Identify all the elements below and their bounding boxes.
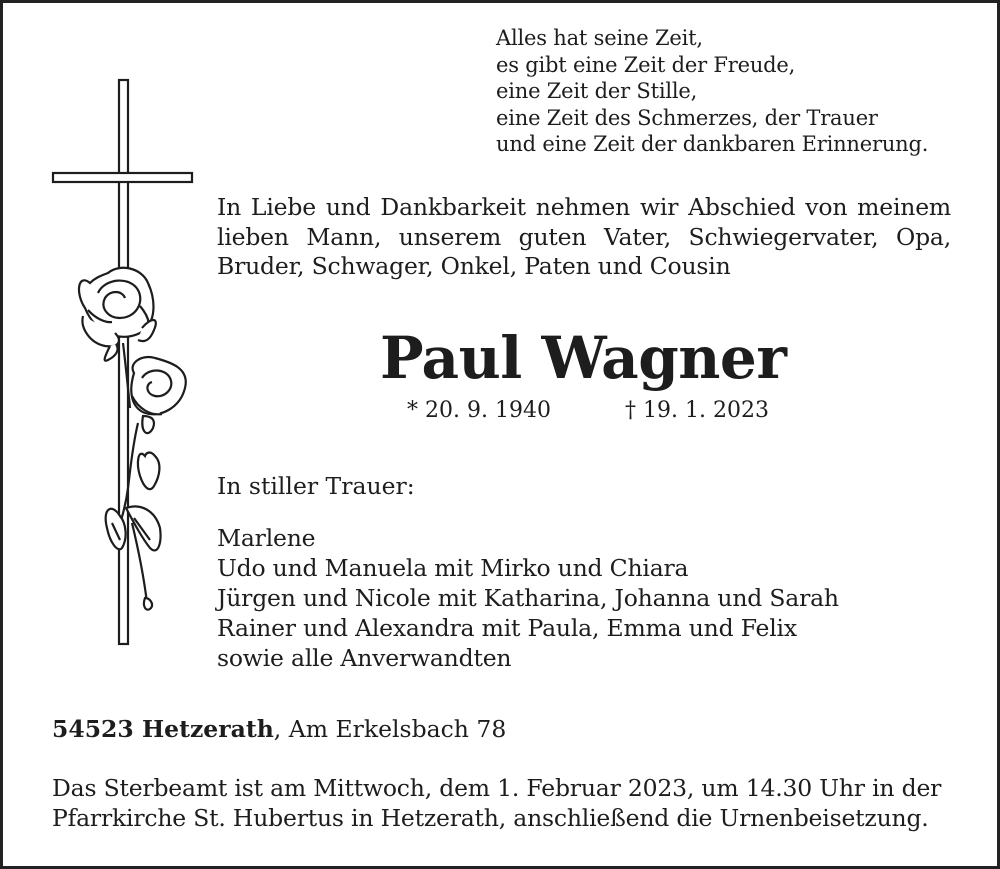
family-member: Rainer und Alexandra mit Paula, Emma und Felix xyxy=(217,614,797,642)
poem-verse xyxy=(496,25,928,158)
poem-line: es gibt eine Zeit der Freude, xyxy=(496,52,796,77)
cross-with-roses-icon xyxy=(50,78,200,648)
deceased-name: Paul Wagner xyxy=(380,324,787,392)
address xyxy=(52,715,506,743)
intro-line: In Liebe und Dankbarkeit nehmen wir Abschied von meinem xyxy=(217,193,951,221)
funeral-notice xyxy=(52,773,950,833)
funeral-line: Pfarrkirche St. Hubertus in Hetzerath, anschließend die Urnenbeisetzung. xyxy=(52,804,929,832)
address-city: 54523 Hetzerath xyxy=(52,715,274,743)
family-member: Marlene xyxy=(217,524,316,552)
intro-line: lieben Mann, unserem guten Vater, Schwiegervater, Opa, xyxy=(217,222,951,251)
poem-line: und eine Zeit der dankbaren Erinnerung. xyxy=(496,132,929,156)
poem-line: eine Zeit der Stille, xyxy=(496,79,698,103)
death-date: † 19. 1. 2023 xyxy=(625,398,769,423)
poem-line: eine Zeit des Schmerzes, der Trauer xyxy=(496,105,878,130)
family-member: Udo und Manuela mit Mirko und Chiara xyxy=(217,554,689,582)
mourning-heading-text: In stiller Trauer: xyxy=(217,472,415,500)
address-street: , Am Erkelsbach 78 xyxy=(273,715,507,743)
family-list xyxy=(217,523,839,673)
mourning-heading xyxy=(217,471,415,501)
farewell-intro xyxy=(217,193,951,282)
funeral-line: Das Sterbeamt ist am Mittwoch, dem 1. Februar 2023, um 14.30 Uhr in der xyxy=(52,774,942,802)
birth-date: * 20. 9. 1940 xyxy=(407,398,551,423)
family-member: sowie alle Anverwandten xyxy=(217,644,512,672)
intro-line: Bruder, Schwager, Onkel, Paten und Cousin xyxy=(217,252,731,280)
family-member: Jürgen und Nicole mit Katharina, Johanna und Sarah xyxy=(217,584,839,612)
poem-line: Alles hat seine Zeit, xyxy=(496,26,703,50)
